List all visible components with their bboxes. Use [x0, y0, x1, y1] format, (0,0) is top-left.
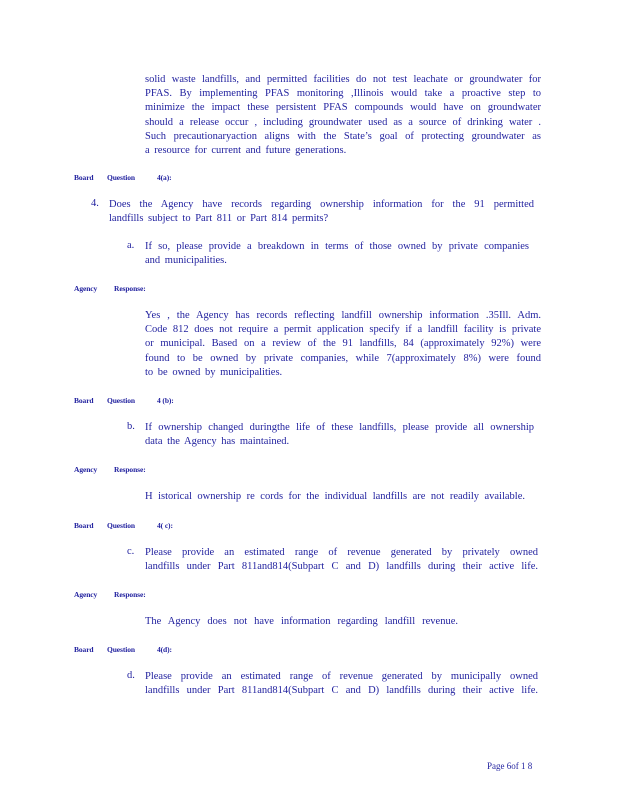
question-label: Question — [107, 521, 135, 530]
question-4a-text — [145, 240, 529, 268]
response-label: Response: — [114, 284, 146, 293]
text-line: a resource for current and future generations. — [145, 145, 347, 157]
text-line: The Agency does not have information regarding landfill revenue. — [145, 616, 458, 627]
question-label: Question — [107, 173, 135, 182]
board-label: Board — [74, 521, 94, 530]
text-line: and municipalities. — [145, 255, 227, 267]
text-line: If so, please provide a breakdown in terms of those owned by private companies — [145, 241, 529, 252]
text-line: Please provide an estimated range of revenue generated by privately owned — [145, 547, 538, 558]
question-4-text — [109, 198, 534, 226]
text-line: Code 812 does not require a permit application specify if a landfill facility is private — [145, 324, 541, 336]
question-number: 4. — [91, 198, 99, 209]
question-number-label: 4(a): — [157, 173, 172, 182]
text-line: Such precautionaryaction aligns with the State’s goal of protecting groundwater as — [145, 130, 541, 142]
text-line: landfills under Part 811and814(Subpart C and D) landfills during their active life. — [145, 561, 538, 573]
intro-paragraph — [145, 73, 541, 158]
response-label: Response: — [114, 590, 146, 599]
agency-label: Agency — [74, 465, 98, 474]
text-line: solid waste landfills, and permitted facilities do not test leachate or groundwater for — [145, 74, 541, 85]
text-line: minimize the impact these persistent PFAS compounds would have on groundwater — [145, 102, 541, 114]
question-number-label: 4(d): — [157, 645, 172, 654]
agency-label: Agency — [74, 590, 98, 599]
board-label: Board — [74, 396, 94, 405]
text-line: Does the Agency have records regarding ownership information for the 91 permitted — [109, 199, 534, 210]
response-4a-text — [145, 309, 541, 380]
text-line: should a release occur , including groundwater used as a source of drinking water . — [145, 116, 541, 128]
text-line: landfills under Part 811and814(Subpart C and D) landfills during their active life. — [145, 685, 538, 697]
question-number-label: 4( c): — [157, 521, 173, 530]
question-label: Question — [107, 645, 135, 654]
response-4c-text — [145, 615, 458, 629]
question-4d-text — [145, 670, 538, 698]
board-label: Board — [74, 645, 94, 654]
response-label: Response: — [114, 465, 146, 474]
question-label: Question — [107, 396, 135, 405]
question-letter: b. — [127, 421, 135, 432]
text-line: landfills subject to Part 811 or Part 814 permits? — [109, 213, 329, 225]
question-4b-text — [145, 421, 534, 449]
question-letter: a. — [127, 240, 135, 251]
text-line: to be owned by municipalities. — [145, 366, 283, 378]
question-letter: d. — [127, 670, 135, 681]
board-label: Board — [74, 173, 94, 182]
page-number: Page 6of 1 8 — [487, 761, 533, 771]
text-line: If ownership changed duringthe life of these landfills, please provide all ownership — [145, 422, 534, 433]
text-line: Yes , the Agency has records reflecting landfill ownership information .35Ill. Adm. — [145, 310, 541, 321]
text-line: H istorical ownership re cords for the individual landfills are not readily available. — [145, 491, 525, 502]
text-line: PFAS. By implementing PFAS monitoring ,Illinois would take a proactive step to — [145, 88, 541, 100]
text-line: found to be owned by private companies, while 7(approximately 8%) were found — [145, 352, 541, 364]
response-4b-text — [145, 490, 525, 504]
question-4c-text — [145, 546, 538, 574]
question-letter: c. — [127, 546, 135, 557]
agency-label: Agency — [74, 284, 98, 293]
text-line: or municipal. Based on a review of the 91 landfills, 84 (approximately 92%) were — [145, 338, 541, 350]
question-number-label: 4 (b): — [157, 396, 174, 405]
text-line: data the Agency has maintained. — [145, 436, 290, 448]
text-line: Please provide an estimated range of revenue generated by municipally owned — [145, 671, 538, 682]
